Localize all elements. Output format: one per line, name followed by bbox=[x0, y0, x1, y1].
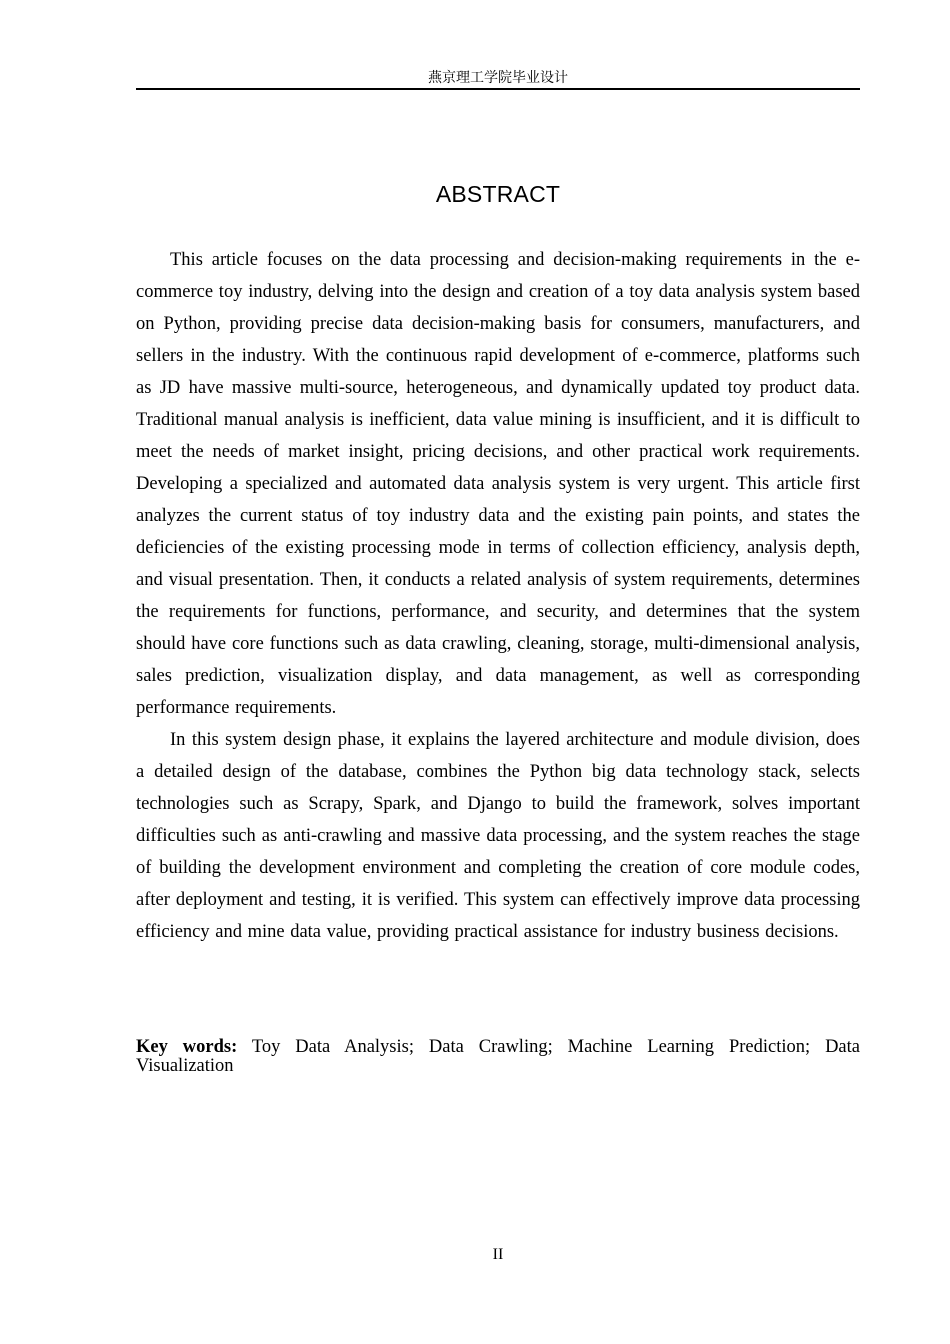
keywords-text: Toy Data Analysis; Data Crawling; Machine Learning Prediction; Data Visualization bbox=[136, 1037, 860, 1076]
abstract-paragraph-1: This article focuses on the data processing and decision-making requirements in the e-commerce toy industry, delving into the design and creation of a toy data analysis system based on Python, providing precise data decision-making basis for consumers, manufacturers, and sellers in the industry. With the continuous rapid development of e-commerce, platforms such as JD have massive multi-source, heterogeneous, and dynamically updated toy product data. Traditional manual analysis is inefficient, data value mining is insufficient, and it is difficult to meet the needs of market insight, pricing decisions, and other practical work requirements. Developing a specialized and automated data analysis system is very urgent. This article first analyzes the current status of toy industry data and the existing pain points, and states the deficiencies of the existing processing mode in terms of collection efficiency, analysis depth, and visual presentation. Then, it conducts a related analysis of system requirements, determines the requirements for functions, performance, and security, and determines that the system should have core functions such as data crawling, cleaning, storage, multi-dimensional analysis, sales prediction, visualization display, and data management, as well as corresponding performance requirements. bbox=[136, 250, 860, 718]
abstract-title: ABSTRACT bbox=[435, 181, 561, 207]
abstract-paragraph-2: In this system design phase, it explains the layered architecture and module division, does a detailed design of the database, combines the Python big data technology stack, selects technologies such as Scrapy, Spark, and Django to build the framework, solves important difficulties such as anti-crawling and massive data processing, and the system reaches the stage of building the development environment and completing the creation of core module codes, after deployment and testing, it is verified. This system can effectively improve data processing efficiency and mine data value, providing practical assistance for industry business decisions. bbox=[136, 730, 860, 942]
keywords-label: Key words: bbox=[136, 1037, 238, 1057]
page-number: II bbox=[492, 1246, 504, 1263]
header-divider bbox=[136, 88, 860, 90]
abstract-body bbox=[136, 244, 860, 948]
keywords-line bbox=[136, 1038, 860, 1076]
page-header: 燕京理工学院毕业设计 bbox=[428, 70, 568, 86]
